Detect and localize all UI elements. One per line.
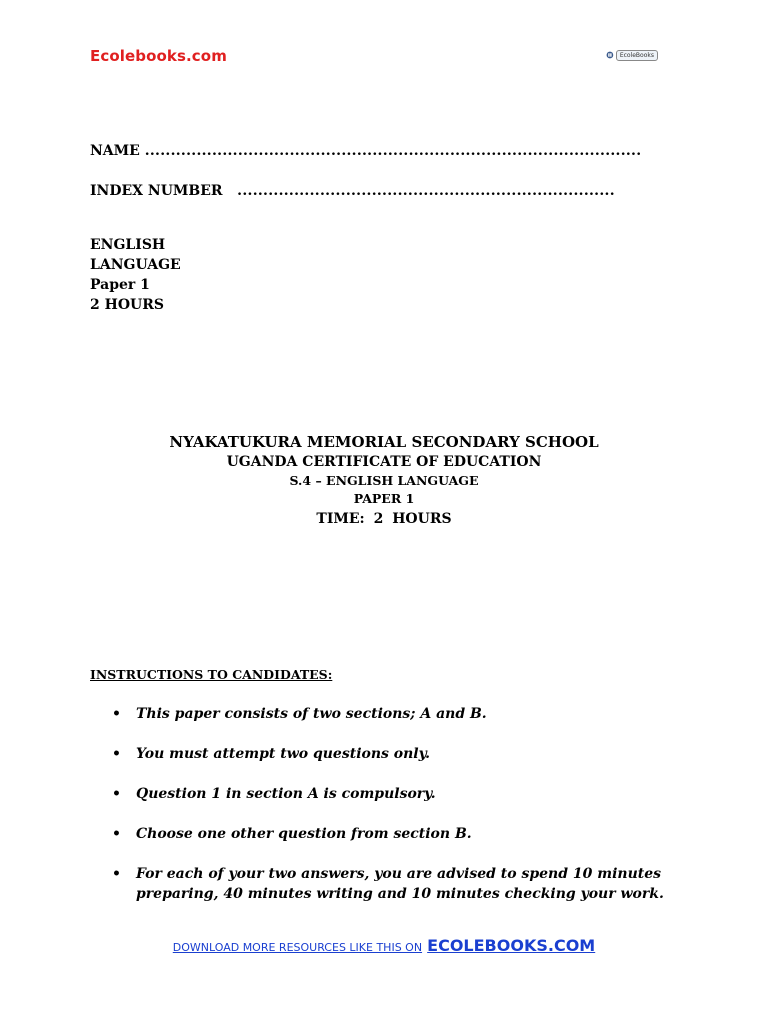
instructions-list (90, 704, 710, 924)
subject-line-3: Paper 1 (90, 277, 150, 293)
ecolebooks-logo (606, 46, 658, 64)
instruction-item: • You must attempt two questions only. (112, 746, 431, 762)
instruction-item: • Choose one other question from section B. (112, 826, 472, 842)
index-number-label: INDEX NUMBER (90, 183, 223, 199)
bullet-icon: • (112, 866, 121, 882)
name-field (90, 143, 641, 159)
instructions-heading: INSTRUCTIONS TO CANDIDATES: (90, 667, 333, 682)
logo-text: EcoleBooks (616, 50, 658, 61)
index-number-field (90, 183, 615, 199)
subject-line-4: 2 HOURS (90, 297, 164, 313)
bullet-icon: • (112, 746, 121, 762)
bullet-icon: • (112, 786, 121, 802)
bullet-icon: • (112, 826, 121, 842)
subject-line-2: LANGUAGE (90, 257, 181, 273)
footer-prefix[interactable]: DOWNLOAD MORE RESOURCES LIKE THIS ON (172, 941, 423, 954)
name-label: NAME (90, 143, 140, 159)
ecolebooks-header-link[interactable]: Ecolebooks.com (90, 47, 227, 65)
instruction-item: • Question 1 in section A is compulsory. (112, 786, 436, 802)
subject-block (90, 235, 181, 315)
name-dots: ................................................................................................ (144, 143, 642, 159)
instruction-item: • This paper consists of two sections; A and B. (112, 706, 487, 722)
certificate-title: UGANDA CERTIFICATE OF EDUCATION (226, 454, 542, 470)
index-number-dots: ......................................................................... (237, 183, 615, 199)
school-heading (0, 432, 768, 530)
paper-number: PAPER 1 (353, 491, 415, 506)
footer-site[interactable]: ECOLEBOOKS.COM (427, 936, 596, 955)
instruction-item: • For each of your two answers, you are advised to spend 10 minutes preparing, 40 minutes writing and 10 minutes checking your work. (112, 866, 664, 902)
course-title: S.4 – ENGLISH LANGUAGE (289, 473, 479, 488)
footer-download-link[interactable] (0, 936, 768, 955)
bullet-icon: • (112, 706, 121, 722)
school-name: NYAKATUKURA MEMORIAL SECONDARY SCHOOL (169, 433, 599, 451)
exam-time: TIME: 2 HOURS (316, 511, 452, 527)
subject-line-1: ENGLISH (90, 237, 166, 253)
book-logo-icon (606, 48, 614, 62)
